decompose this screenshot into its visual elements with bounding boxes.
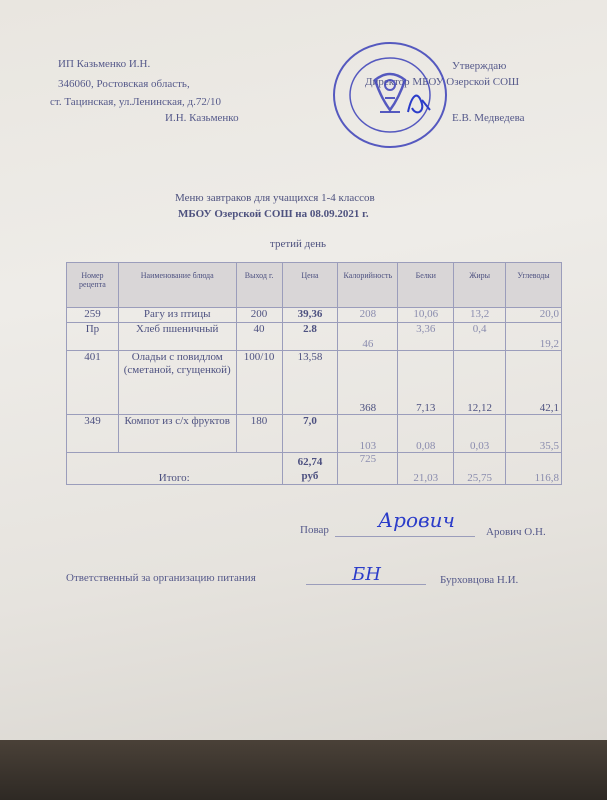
dish-output: 200: [236, 308, 282, 323]
dish-protein: 10,06: [398, 308, 454, 323]
background-floor: [0, 740, 607, 800]
dish-name: Рагу из птицы: [118, 308, 236, 323]
header-owner: И.Н. Казьменко: [165, 112, 239, 124]
dish-name: Оладьи с повидлом (сметаной, сгущенкой): [118, 351, 236, 415]
total-fat: 25,75: [454, 453, 506, 485]
table-row: [67, 415, 562, 453]
dish-carbs: 35,5: [506, 415, 562, 453]
menu-table: [66, 262, 562, 485]
dish-price: 7,0: [282, 415, 338, 453]
dish-protein: 7,13: [398, 351, 454, 415]
dish-fat: 13,2: [454, 308, 506, 323]
dish-calories: 103: [338, 415, 398, 453]
dish-fat: 12,12: [454, 351, 506, 415]
total-label: Итого:: [67, 453, 283, 485]
table-header-cell: Наименование блюда: [118, 263, 236, 308]
total-carbs: 116,8: [506, 453, 562, 485]
recipe-number: 401: [67, 351, 119, 415]
table-header-cell: Белки: [398, 263, 454, 308]
dish-protein: 0,08: [398, 415, 454, 453]
dish-name: Хлеб пшеничный: [118, 323, 236, 351]
dish-output: 40: [236, 323, 282, 351]
total-price-cell: [282, 453, 338, 485]
responsible-name: Бурховцова Н.И.: [440, 574, 519, 586]
table-header-cell: Цена: [282, 263, 338, 308]
recipe-number: 259: [67, 308, 119, 323]
dish-calories: 46: [338, 323, 398, 351]
table-header-cell: Выход г.: [236, 263, 282, 308]
dish-price: 2.8: [282, 323, 338, 351]
table-header-row: [67, 263, 562, 308]
dish-fat: 0,03: [454, 415, 506, 453]
total-price-unit: руб: [301, 469, 319, 482]
dish-output: 100/10: [236, 351, 282, 415]
total-price: 62,74: [297, 455, 323, 468]
table-header-cell: Жиры: [454, 263, 506, 308]
total-protein: 21,03: [398, 453, 454, 485]
menu-day: третий день: [270, 238, 327, 250]
header-address: ст. Тацинская, ул.Ленинская, д.72/10: [50, 96, 221, 108]
recipe-number: 349: [67, 415, 119, 453]
table-row: [67, 323, 562, 351]
dish-calories: 368: [338, 351, 398, 415]
table-row: [67, 308, 562, 323]
dish-output: 180: [236, 415, 282, 453]
recipe-number: Пр: [67, 323, 119, 351]
dish-carbs: 19,2: [506, 323, 562, 351]
header-region: 346060, Ростовская область,: [58, 78, 190, 90]
dish-carbs: 42,1: [506, 351, 562, 415]
cook-signature: Арович: [378, 508, 455, 532]
table-header-cell: Номер рецепта: [67, 263, 119, 308]
dish-name: Компот из с/х фруктов: [118, 415, 236, 453]
menu-subtitle: МБОУ Озерской СОШ на 08.09.2021 г.: [178, 208, 369, 220]
cook-name: Арович О.Н.: [486, 526, 546, 538]
dish-calories: 208: [338, 308, 398, 323]
table-row: [67, 351, 562, 415]
header-company: ИП Казьменко И.Н.: [58, 58, 151, 70]
table-total-row: [67, 453, 562, 485]
header-approve: Утверждаю: [452, 60, 507, 72]
dish-protein: 3,36: [398, 323, 454, 351]
dish-carbs: 20,0: [506, 308, 562, 323]
responsible-signature: БН: [352, 564, 381, 585]
dish-fat: 0,4: [454, 323, 506, 351]
dish-price: 39,36: [282, 308, 338, 323]
dish-price: 13,58: [282, 351, 338, 415]
table-header-cell: Калорийность: [338, 263, 398, 308]
table-header-cell: Углеводы: [506, 263, 562, 308]
cook-label: Повар: [300, 524, 329, 536]
total-calories: 725: [338, 453, 398, 485]
header-director: Директор МБОУ Озерской СОШ: [365, 76, 520, 88]
cook-signature-line: [335, 536, 475, 537]
responsible-label: Ответственный за организацию питания: [66, 572, 256, 584]
header-director-name: Е.В. Медведева: [452, 112, 525, 124]
menu-title: Меню завтраков для учащихся 1-4 классов: [175, 192, 375, 204]
school-stamp-icon: [330, 40, 450, 150]
